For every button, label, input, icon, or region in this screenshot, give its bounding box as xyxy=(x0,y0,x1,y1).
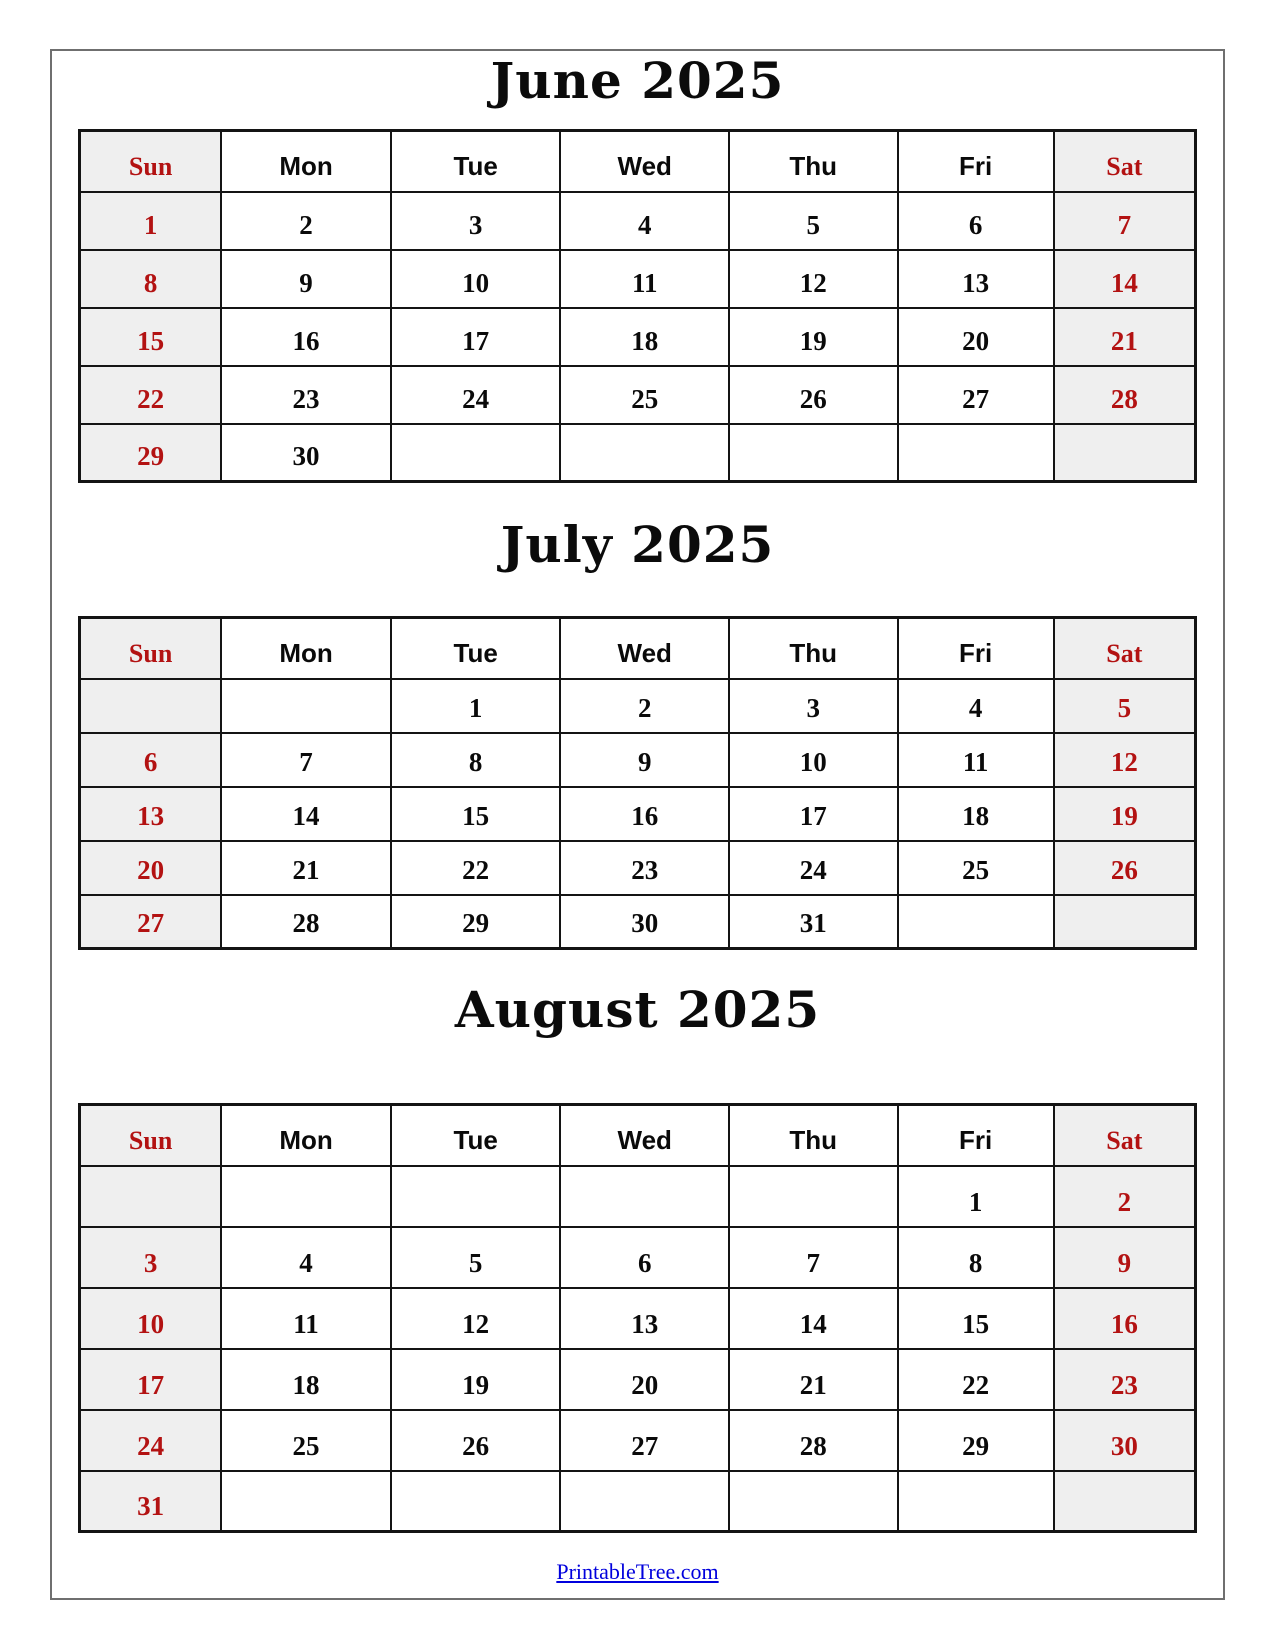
day-header-fri: Fri xyxy=(898,1105,1054,1166)
empty-day-cell xyxy=(1054,424,1196,482)
day-cell: 3 xyxy=(729,679,898,733)
day-header-mon: Mon xyxy=(221,1105,391,1166)
day-header-wed: Wed xyxy=(560,1105,729,1166)
day-cell: 16 xyxy=(560,787,729,841)
day-cell: 13 xyxy=(560,1288,729,1349)
day-cell: 12 xyxy=(729,250,898,308)
day-header-sun: Sun xyxy=(80,1105,222,1166)
day-cell: 25 xyxy=(560,366,729,424)
week-row xyxy=(80,1349,1196,1410)
empty-day-cell xyxy=(221,1471,391,1532)
day-cell: 6 xyxy=(80,733,222,787)
day-header-wed: Wed xyxy=(560,618,729,679)
empty-day-cell xyxy=(729,424,898,482)
day-header-thu: Thu xyxy=(729,618,898,679)
page-frame xyxy=(50,49,1225,1600)
day-cell: 13 xyxy=(80,787,222,841)
empty-day-cell xyxy=(898,895,1054,949)
day-cell: 2 xyxy=(1054,1166,1196,1227)
day-cell: 4 xyxy=(898,679,1054,733)
week-row xyxy=(80,895,1196,949)
footer xyxy=(52,1559,1223,1585)
day-cell: 11 xyxy=(560,250,729,308)
week-row xyxy=(80,841,1196,895)
day-cell: 21 xyxy=(221,841,391,895)
empty-day-cell xyxy=(560,424,729,482)
day-cell: 30 xyxy=(560,895,729,949)
day-cell: 20 xyxy=(80,841,222,895)
day-cell: 15 xyxy=(80,308,222,366)
day-cell: 21 xyxy=(729,1349,898,1410)
empty-day-cell xyxy=(391,1166,561,1227)
day-cell: 16 xyxy=(221,308,391,366)
footer-link[interactable]: PrintableTree.com xyxy=(556,1559,719,1584)
day-cell: 20 xyxy=(898,308,1054,366)
day-cell: 12 xyxy=(391,1288,561,1349)
day-cell: 8 xyxy=(898,1227,1054,1288)
day-cell: 12 xyxy=(1054,733,1196,787)
day-cell: 30 xyxy=(1054,1410,1196,1471)
empty-day-cell xyxy=(221,1166,391,1227)
day-cell: 8 xyxy=(80,250,222,308)
day-cell: 17 xyxy=(729,787,898,841)
week-row xyxy=(80,1471,1196,1532)
day-header-tue: Tue xyxy=(391,1105,561,1166)
day-cell: 2 xyxy=(560,679,729,733)
july-calendar-table xyxy=(78,616,1197,950)
day-header-sat: Sat xyxy=(1054,1105,1196,1166)
day-cell: 14 xyxy=(1054,250,1196,308)
empty-day-cell xyxy=(391,1471,561,1532)
june-calendar xyxy=(52,129,1223,483)
week-row xyxy=(80,192,1196,250)
day-cell: 29 xyxy=(80,424,222,482)
day-cell: 31 xyxy=(729,895,898,949)
day-cell: 4 xyxy=(221,1227,391,1288)
empty-day-cell xyxy=(1054,895,1196,949)
day-cell: 26 xyxy=(729,366,898,424)
day-cell: 26 xyxy=(391,1410,561,1471)
day-header-fri: Fri xyxy=(898,131,1054,192)
day-cell: 15 xyxy=(898,1288,1054,1349)
day-cell: 18 xyxy=(898,787,1054,841)
august-title: August 2025 xyxy=(454,980,821,1039)
day-header-sun: Sun xyxy=(80,618,222,679)
june-calendar-table xyxy=(78,129,1197,483)
day-cell: 27 xyxy=(560,1410,729,1471)
day-header-row xyxy=(80,1105,1196,1166)
empty-day-cell xyxy=(80,679,222,733)
day-cell: 28 xyxy=(729,1410,898,1471)
day-cell: 19 xyxy=(391,1349,561,1410)
week-row xyxy=(80,424,1196,482)
day-header-fri: Fri xyxy=(898,618,1054,679)
day-cell: 29 xyxy=(391,895,561,949)
day-cell: 5 xyxy=(729,192,898,250)
day-cell: 7 xyxy=(1054,192,1196,250)
week-row xyxy=(80,679,1196,733)
day-cell: 4 xyxy=(560,192,729,250)
day-cell: 2 xyxy=(221,192,391,250)
day-header-thu: Thu xyxy=(729,131,898,192)
week-row xyxy=(80,733,1196,787)
week-row xyxy=(80,250,1196,308)
week-row xyxy=(80,308,1196,366)
day-cell: 13 xyxy=(898,250,1054,308)
day-cell: 30 xyxy=(221,424,391,482)
empty-day-cell xyxy=(80,1166,222,1227)
day-cell: 17 xyxy=(80,1349,222,1410)
empty-day-cell xyxy=(391,424,561,482)
empty-day-cell xyxy=(1054,1471,1196,1532)
day-cell: 24 xyxy=(729,841,898,895)
day-cell: 17 xyxy=(391,308,561,366)
day-cell: 14 xyxy=(221,787,391,841)
june-title: June 2025 xyxy=(490,51,785,110)
week-row xyxy=(80,1166,1196,1227)
day-cell: 18 xyxy=(560,308,729,366)
day-cell: 6 xyxy=(898,192,1054,250)
day-header-sat: Sat xyxy=(1054,618,1196,679)
day-cell: 19 xyxy=(729,308,898,366)
day-cell: 19 xyxy=(1054,787,1196,841)
day-cell: 9 xyxy=(1054,1227,1196,1288)
empty-day-cell xyxy=(898,1471,1054,1532)
august-calendar xyxy=(52,1103,1223,1533)
day-cell: 31 xyxy=(80,1471,222,1532)
day-cell: 14 xyxy=(729,1288,898,1349)
day-cell: 25 xyxy=(898,841,1054,895)
day-cell: 26 xyxy=(1054,841,1196,895)
day-header-sat: Sat xyxy=(1054,131,1196,192)
empty-day-cell xyxy=(560,1471,729,1532)
empty-day-cell xyxy=(729,1166,898,1227)
day-cell: 10 xyxy=(729,733,898,787)
day-header-mon: Mon xyxy=(221,131,391,192)
day-cell: 23 xyxy=(560,841,729,895)
day-cell: 8 xyxy=(391,733,561,787)
day-cell: 27 xyxy=(80,895,222,949)
day-cell: 7 xyxy=(221,733,391,787)
empty-day-cell xyxy=(729,1471,898,1532)
day-header-tue: Tue xyxy=(391,618,561,679)
day-cell: 3 xyxy=(391,192,561,250)
day-header-mon: Mon xyxy=(221,618,391,679)
day-cell: 23 xyxy=(221,366,391,424)
day-cell: 27 xyxy=(898,366,1054,424)
week-row xyxy=(80,1227,1196,1288)
week-row xyxy=(80,366,1196,424)
empty-day-cell xyxy=(221,679,391,733)
july-calendar xyxy=(52,616,1223,950)
week-row xyxy=(80,1410,1196,1471)
empty-day-cell xyxy=(560,1166,729,1227)
day-cell: 22 xyxy=(898,1349,1054,1410)
day-cell: 22 xyxy=(391,841,561,895)
week-row xyxy=(80,787,1196,841)
day-header-row xyxy=(80,618,1196,679)
day-cell: 7 xyxy=(729,1227,898,1288)
day-cell: 21 xyxy=(1054,308,1196,366)
day-header-wed: Wed xyxy=(560,131,729,192)
day-header-thu: Thu xyxy=(729,1105,898,1166)
day-cell: 9 xyxy=(221,250,391,308)
day-cell: 24 xyxy=(80,1410,222,1471)
day-cell: 5 xyxy=(1054,679,1196,733)
day-cell: 10 xyxy=(391,250,561,308)
day-cell: 18 xyxy=(221,1349,391,1410)
day-header-sun: Sun xyxy=(80,131,222,192)
july-title: July 2025 xyxy=(500,515,775,574)
day-cell: 24 xyxy=(391,366,561,424)
day-cell: 11 xyxy=(898,733,1054,787)
day-header-row xyxy=(80,131,1196,192)
week-row xyxy=(80,1288,1196,1349)
day-cell: 10 xyxy=(80,1288,222,1349)
day-cell: 5 xyxy=(391,1227,561,1288)
empty-day-cell xyxy=(898,424,1054,482)
day-cell: 15 xyxy=(391,787,561,841)
day-cell: 16 xyxy=(1054,1288,1196,1349)
day-cell: 1 xyxy=(80,192,222,250)
day-cell: 22 xyxy=(80,366,222,424)
day-cell: 6 xyxy=(560,1227,729,1288)
day-cell: 28 xyxy=(1054,366,1196,424)
day-cell: 28 xyxy=(221,895,391,949)
day-cell: 1 xyxy=(898,1166,1054,1227)
day-cell: 23 xyxy=(1054,1349,1196,1410)
day-header-tue: Tue xyxy=(391,131,561,192)
day-cell: 20 xyxy=(560,1349,729,1410)
day-cell: 29 xyxy=(898,1410,1054,1471)
august-calendar-table xyxy=(78,1103,1197,1533)
day-cell: 9 xyxy=(560,733,729,787)
day-cell: 25 xyxy=(221,1410,391,1471)
day-cell: 11 xyxy=(221,1288,391,1349)
day-cell: 3 xyxy=(80,1227,222,1288)
day-cell: 1 xyxy=(391,679,561,733)
